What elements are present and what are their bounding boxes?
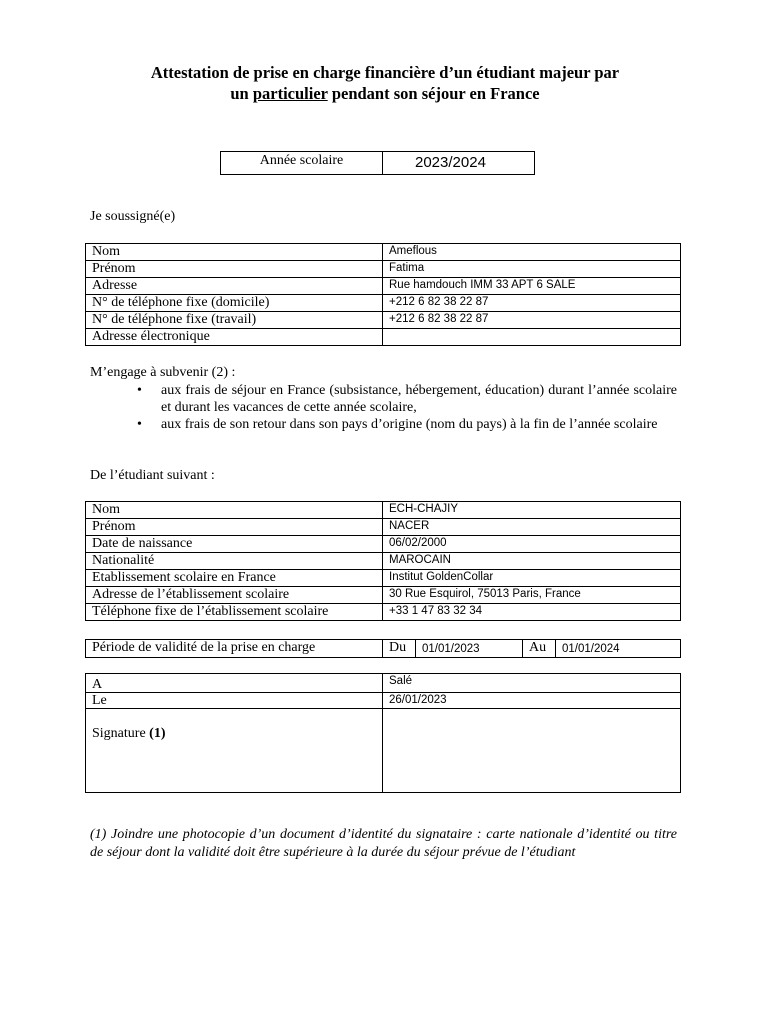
commitment-heading: M’engage à subvenir (2) : — [90, 365, 236, 380]
sponsor-value[interactable]: Fatima — [383, 261, 681, 278]
commitment-item — [137, 416, 677, 433]
validity-to-label: Au — [523, 640, 556, 658]
sponsor-value[interactable] — [383, 329, 681, 346]
student-row — [86, 604, 681, 621]
sponsor-row — [86, 329, 681, 346]
signature-label-cell: Signature (1) — [86, 709, 383, 793]
commitment-list — [137, 382, 677, 433]
signature-area[interactable] — [383, 709, 681, 793]
place-label: A — [86, 674, 383, 693]
date-value[interactable]: 26/01/2023 — [383, 693, 681, 709]
student-row — [86, 502, 681, 519]
bullet-icon: • — [137, 383, 142, 398]
student-row — [86, 587, 681, 604]
sponsor-value[interactable]: +212 6 82 38 22 87 — [383, 312, 681, 329]
footnote: (1) Joindre une photocopie d’un document d’identité du signataire : carte nationale d’identité ou titre de séjour dont la validité doit être supérieure à la durée du séjour prévue de l’étudiant — [90, 827, 677, 860]
sponsor-label: Prénom — [86, 261, 383, 278]
student-label: Prénom — [86, 519, 383, 536]
student-row — [86, 519, 681, 536]
student-label: Nationalité — [86, 553, 383, 570]
student-intro: De l’étudiant suivant : — [90, 468, 215, 483]
sponsor-row — [86, 261, 681, 278]
sponsor-value[interactable]: +212 6 82 38 22 87 — [383, 295, 681, 312]
place-value[interactable]: Salé — [383, 674, 681, 693]
sponsor-label: N° de téléphone fixe (domicile) — [86, 295, 383, 312]
student-row — [86, 570, 681, 587]
student-label: Adresse de l’établissement scolaire — [86, 587, 383, 604]
sponsor-label: Adresse — [86, 278, 383, 295]
student-row — [86, 553, 681, 570]
title-underlined-word: particulier — [252, 84, 328, 103]
signature-note-ref: (1) — [149, 726, 166, 741]
school-year-label: Année scolaire — [221, 152, 383, 175]
sponsor-label: N° de téléphone fixe (travail) — [86, 312, 383, 329]
document-title — [90, 62, 680, 104]
signature-table — [85, 673, 681, 793]
sponsor-value[interactable]: Rue hamdouch IMM 33 APT 6 SALE — [383, 278, 681, 295]
student-value[interactable]: 30 Rue Esquirol, 75013 Paris, France — [383, 587, 681, 604]
sponsor-row — [86, 244, 681, 261]
validity-table — [85, 639, 681, 658]
validity-label: Période de validité de la prise en charge — [86, 640, 383, 658]
sponsor-label: Adresse électronique — [86, 329, 383, 346]
sponsor-row — [86, 278, 681, 295]
student-label: Date de naissance — [86, 536, 383, 553]
validity-from-label: Du — [383, 640, 416, 658]
sponsor-label: Nom — [86, 244, 383, 261]
commitment-item-text: aux frais de son retour dans son pays d’origine (nom du pays) à la fin de l’année scolaire — [161, 417, 658, 432]
date-label: Le — [86, 693, 383, 709]
sponsor-row — [86, 312, 681, 329]
validity-from-value[interactable]: 01/01/2023 — [416, 640, 523, 658]
sponsor-value[interactable]: Ameflous — [383, 244, 681, 261]
student-row — [86, 536, 681, 553]
student-value[interactable]: ECH-CHAJIY — [383, 502, 681, 519]
sponsor-row — [86, 295, 681, 312]
student-value[interactable]: Institut GoldenCollar — [383, 570, 681, 587]
validity-to-value[interactable]: 01/01/2024 — [556, 640, 681, 658]
title-line-2: un particulier pendant son séjour en France — [230, 84, 540, 103]
student-value[interactable]: NACER — [383, 519, 681, 536]
commitment-item-text: aux frais de séjour en France (subsistance, hébergement, éducation) durant l’année scolaire et durant les vacances de cette année scolaire, — [161, 383, 677, 415]
school-year-table — [220, 151, 535, 175]
student-value[interactable]: +33 1 47 83 32 34 — [383, 604, 681, 621]
title-line-1: Attestation de prise en charge financière d’un étudiant majeur par — [150, 63, 620, 82]
student-label: Téléphone fixe de l’établissement scolaire — [86, 604, 383, 621]
student-value[interactable]: MAROCAIN — [383, 553, 681, 570]
sponsor-table — [85, 243, 681, 346]
student-label: Etablissement scolaire en France — [86, 570, 383, 587]
student-value[interactable]: 06/02/2000 — [383, 536, 681, 553]
commitment-item — [137, 382, 677, 416]
sponsor-intro: Je soussigné(e) — [90, 209, 176, 224]
bullet-icon: • — [137, 417, 142, 432]
student-label: Nom — [86, 502, 383, 519]
student-table — [85, 501, 681, 621]
school-year-value[interactable]: 2023/2024 — [383, 152, 535, 175]
